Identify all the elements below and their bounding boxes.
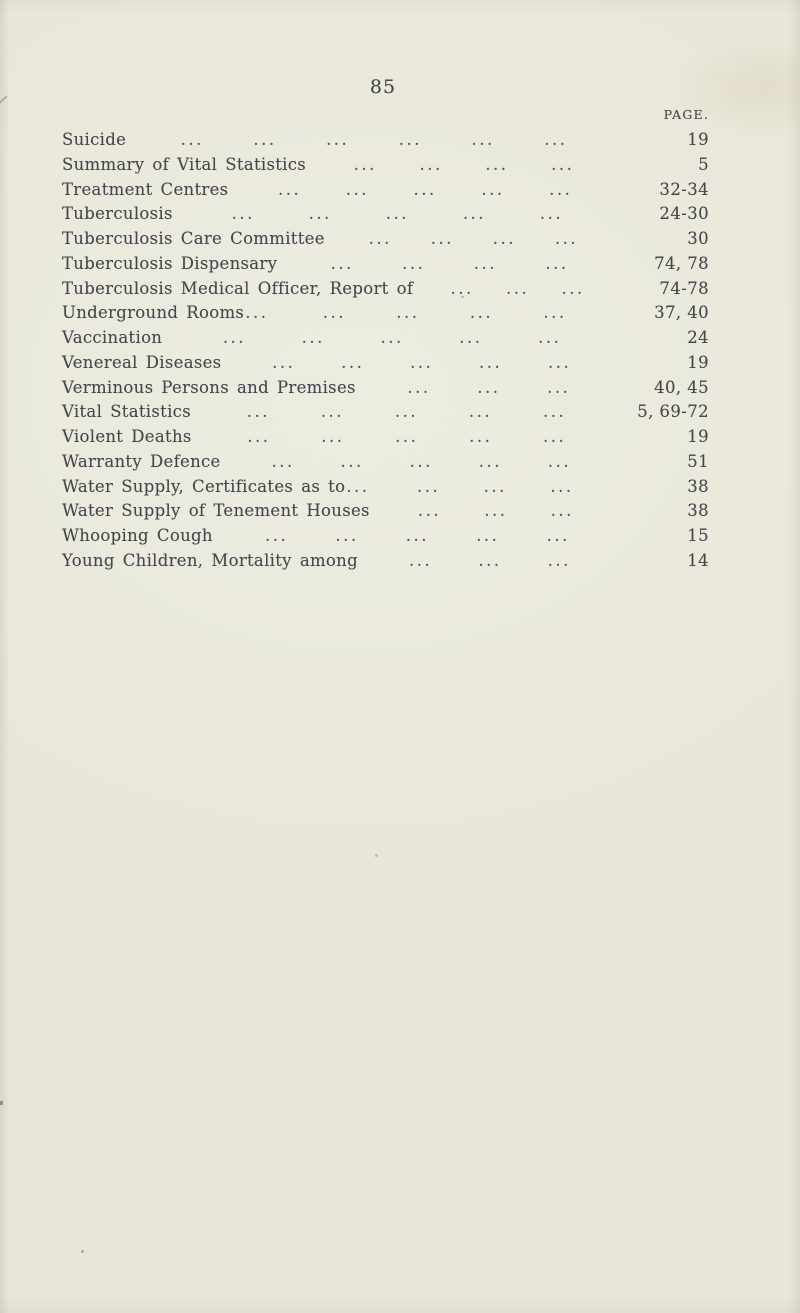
entry-label: Violent Deaths <box>62 427 192 446</box>
leader-dots: ... <box>277 179 302 199</box>
entry-leader <box>371 499 621 524</box>
leader-dots: ... <box>477 377 501 397</box>
leader-dots: ... <box>231 204 255 224</box>
entry-label: Verminous Persons and Premises <box>62 377 356 397</box>
index-entry-row <box>62 425 709 450</box>
leader-dots: ... <box>554 229 579 248</box>
leader-dots: ... <box>547 550 571 570</box>
entry-leader <box>268 301 621 326</box>
entry-label: Warranty Defence <box>62 451 221 471</box>
entry-page-number: 37, 40 <box>654 303 709 323</box>
leader-dots: ... <box>395 427 419 446</box>
leader-dots: ... <box>468 402 493 422</box>
index-entry-row <box>62 499 709 524</box>
entry-label-wrap <box>62 128 127 153</box>
entry-leader <box>359 549 621 574</box>
entry-label-wrap <box>62 252 278 277</box>
index-entry-row <box>62 202 709 227</box>
index-entry-row <box>62 153 709 178</box>
leader-dots: ... <box>471 130 495 149</box>
page-folio-number: 85 <box>369 76 397 98</box>
leader-dots: ... <box>247 427 271 446</box>
leader-dots: ... <box>322 303 346 323</box>
entry-leader <box>193 425 621 450</box>
leader-dots: ... <box>542 402 567 422</box>
paper-speck <box>81 1250 84 1253</box>
leader-dots: ... <box>402 253 426 273</box>
index-entry-row <box>62 524 709 549</box>
index-entry-row <box>62 549 709 574</box>
leader-dots: ... <box>469 427 493 446</box>
entry-leader <box>163 326 621 351</box>
index-entry-row <box>62 475 709 500</box>
entry-label: Vital Statistics <box>62 402 191 422</box>
leader-dots: ... <box>547 451 572 471</box>
leader-dots: ... <box>478 550 502 570</box>
entry-label: Water Supply, Certificates as to <box>62 476 346 496</box>
leader-dots: ... <box>417 501 442 521</box>
index-entry-row <box>62 400 709 425</box>
entry-label: Underground Rooms <box>62 303 245 323</box>
index-entry-row <box>62 326 709 351</box>
index-entry-row <box>62 128 709 153</box>
entry-page-number: 30 <box>687 229 709 248</box>
leader-dots: ... <box>551 154 575 174</box>
leader-dots: ... <box>544 130 568 149</box>
entry-leader <box>127 128 621 153</box>
page-column-header: PAGE. <box>663 107 709 122</box>
leader-dots: ... <box>345 179 369 199</box>
entry-label: Tuberculosis Dispensary <box>62 253 278 273</box>
paper-speck <box>0 1101 3 1105</box>
leader-dots: ... <box>320 402 345 422</box>
leader-dots: ... <box>450 278 474 298</box>
entry-page-number: 5, 69-72 <box>637 402 709 422</box>
entry-label: Venereal Diseases <box>62 352 222 372</box>
leader-dots: ... <box>321 427 345 446</box>
entry-label-wrap <box>62 450 222 475</box>
entry-page-number: 74-78 <box>659 278 709 298</box>
entry-label: Tuberculosis <box>62 204 173 224</box>
entry-page-number: 14 <box>687 550 709 570</box>
leader-dots: ... <box>405 526 430 545</box>
entry-leader <box>414 277 621 302</box>
entry-page-number: 51 <box>687 451 709 471</box>
leader-dots: ... <box>473 253 498 273</box>
entry-label-wrap <box>62 400 192 425</box>
leader-dots: ... <box>478 451 502 471</box>
entry-leader <box>357 376 621 401</box>
entry-label: Young Children, Mortality among <box>62 550 358 570</box>
leader-dots: ... <box>301 328 325 347</box>
entry-page-number: 74, 78 <box>654 253 709 273</box>
leader-dots: ... <box>409 550 433 570</box>
leader-dots: ... <box>246 402 271 422</box>
leader-dots: ... <box>271 451 295 471</box>
leader-dots: ... <box>430 229 454 248</box>
leader-dots: ... <box>549 179 573 199</box>
leader-dots: ... <box>462 204 487 224</box>
index-entry-row <box>62 351 709 376</box>
paper-scratch <box>0 96 7 104</box>
leader-dots: ... <box>481 179 505 199</box>
entry-label-wrap <box>62 524 214 549</box>
leader-dots: ... <box>308 204 332 224</box>
index-entry-row <box>62 227 709 252</box>
index-list <box>62 128 709 574</box>
leader-dots: ... <box>538 328 562 347</box>
entry-label-wrap <box>62 351 222 376</box>
index-entry-row <box>62 252 709 277</box>
leader-dots: ... <box>368 229 392 248</box>
entry-label-wrap <box>62 178 229 203</box>
entry-page-number: 40, 45 <box>654 377 709 397</box>
leader-dots: ... <box>492 229 517 248</box>
entry-page-number: 19 <box>687 130 709 149</box>
leader-dots: ... <box>547 377 571 397</box>
leader-dots: ... <box>483 476 507 496</box>
entry-page-number: 24-30 <box>659 204 709 224</box>
leader-dots: ... <box>396 303 420 323</box>
entry-leader <box>307 153 621 178</box>
leader-dots: ... <box>476 526 500 545</box>
entry-page-number: 38 <box>687 476 709 496</box>
leader-dots: ... <box>398 130 423 149</box>
entry-leader <box>174 202 621 227</box>
leader-dots: ... <box>547 352 572 372</box>
leader-dots: ... <box>416 476 441 496</box>
leader-dots: ... <box>561 278 585 298</box>
entry-label: Tuberculosis Care Committee <box>62 229 325 248</box>
leader-dots: ... <box>543 303 567 323</box>
leader-dots: ... <box>479 352 503 372</box>
leader-dots: ... <box>545 253 569 273</box>
leader-dots: ... <box>222 328 247 347</box>
entry-label: Treatment Centres <box>62 179 229 199</box>
leader-dots: ... <box>546 526 570 545</box>
leader-dots: ... <box>330 253 354 273</box>
leader-dots: ... <box>459 328 483 347</box>
leader-dots: ... <box>272 352 296 372</box>
leader-dots: ... <box>353 154 377 174</box>
leader-dots: ... <box>394 402 419 422</box>
entry-label: Tuberculosis Medical Officer, Report of <box>62 278 414 298</box>
leader-dots: ... <box>180 130 204 149</box>
entry-leader <box>214 524 621 549</box>
entry-leader <box>326 227 621 252</box>
entry-page-number: 19 <box>687 427 709 446</box>
leader-dots: ... <box>550 501 574 521</box>
leader-dots: ... <box>410 352 434 372</box>
entry-attached-dots: ... <box>245 303 269 323</box>
paper-speck <box>375 854 378 857</box>
index-entry-row <box>62 450 709 475</box>
leader-dots: ... <box>550 476 574 496</box>
leader-dots: ... <box>264 526 289 545</box>
index-table <box>62 101 709 574</box>
leader-dots: ... <box>485 154 509 174</box>
leader-dots: ... <box>484 501 508 521</box>
entry-leader <box>192 400 621 425</box>
entry-page-number: 15 <box>687 526 709 545</box>
entry-label: Water Supply of Tenement Houses <box>62 501 370 521</box>
entry-page-number: 19 <box>687 352 709 372</box>
leader-dots: ... <box>505 278 530 298</box>
entry-page-number: 24 <box>687 328 709 347</box>
leader-dots: ... <box>543 427 567 446</box>
leader-dots: ... <box>407 377 431 397</box>
entry-label-wrap <box>62 277 414 302</box>
entry-attached-dots: ... <box>346 476 370 496</box>
entry-leader <box>222 450 621 475</box>
entry-label: Whooping Cough <box>62 526 213 545</box>
leader-dots: ... <box>539 204 564 224</box>
index-entry-row <box>62 178 709 203</box>
entry-page-number: 32-34 <box>659 179 709 199</box>
leader-dots: ... <box>413 179 437 199</box>
leader-dots: ... <box>335 526 359 545</box>
leader-dots: ... <box>380 328 404 347</box>
entry-label-wrap <box>62 326 163 351</box>
entry-label-wrap <box>62 202 174 227</box>
leader-dots: ... <box>469 303 494 323</box>
entry-label: Vaccination <box>62 328 163 347</box>
leader-dots: ... <box>253 130 277 149</box>
leader-dots: ... <box>385 204 409 224</box>
leader-dots: ... <box>409 451 433 471</box>
entry-page-number: 38 <box>687 501 709 521</box>
entry-label: Summary of Vital Statistics <box>62 154 307 174</box>
leader-dots: ... <box>326 130 350 149</box>
entry-label: Suicide <box>62 130 127 149</box>
entry-page-number: 5 <box>698 154 709 174</box>
entry-label-wrap <box>62 153 307 178</box>
leader-dots: ... <box>340 451 364 471</box>
entry-leader <box>222 351 621 376</box>
entry-label-wrap <box>62 549 359 574</box>
entry-label-wrap <box>62 301 268 326</box>
leader-dots: ... <box>419 154 443 174</box>
entry-label-wrap <box>62 376 357 401</box>
entry-label-wrap <box>62 227 326 252</box>
entry-label-wrap <box>62 475 370 500</box>
entry-leader <box>278 252 621 277</box>
entry-label-wrap <box>62 425 193 450</box>
entry-leader <box>370 475 621 500</box>
entry-label-wrap <box>62 499 371 524</box>
entry-leader <box>229 178 621 203</box>
index-entry-row <box>62 376 709 401</box>
index-entry-row <box>62 277 709 302</box>
leader-dots: ... <box>341 352 365 372</box>
index-entry-row <box>62 301 709 326</box>
